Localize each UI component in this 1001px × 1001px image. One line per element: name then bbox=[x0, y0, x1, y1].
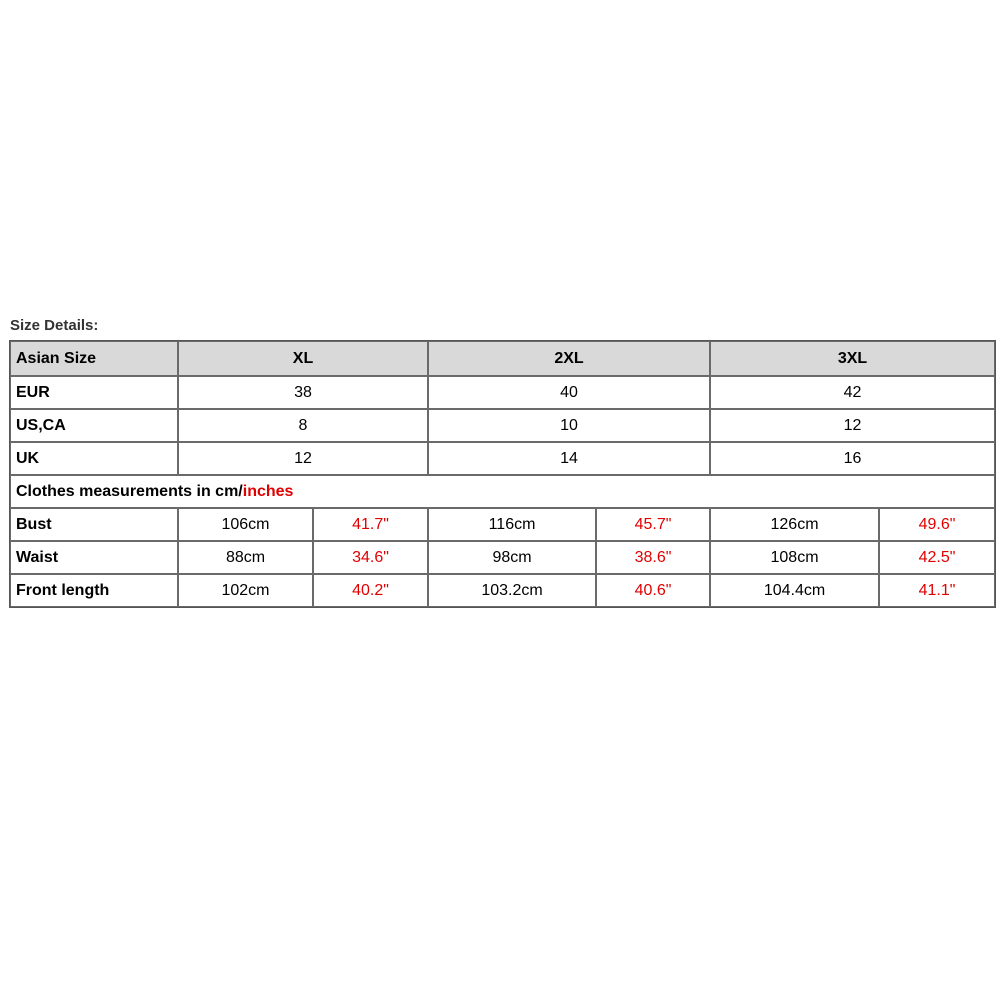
table-cell: 16 bbox=[710, 442, 995, 475]
table-cell: 14 bbox=[428, 442, 710, 475]
inch-cell: 42.5" bbox=[879, 541, 995, 574]
table-row bbox=[10, 409, 995, 442]
section-title-prefix: Clothes measurements in cm/ bbox=[16, 482, 243, 500]
cm-cell: 126cm bbox=[710, 508, 879, 541]
table-cell: 8 bbox=[178, 409, 428, 442]
section-row bbox=[10, 475, 995, 508]
size-header-2xl: 2XL bbox=[428, 341, 710, 376]
header-label: Asian Size bbox=[10, 341, 178, 376]
row-label-front-length: Front length bbox=[10, 574, 178, 607]
cm-cell: 104.4cm bbox=[710, 574, 879, 607]
size-header-xl: XL bbox=[178, 341, 428, 376]
cm-cell: 108cm bbox=[710, 541, 879, 574]
page-title: Size Details: bbox=[10, 317, 99, 334]
table-row bbox=[10, 508, 995, 541]
cm-cell: 106cm bbox=[178, 508, 313, 541]
inch-cell: 41.1" bbox=[879, 574, 995, 607]
inch-cell: 38.6" bbox=[596, 541, 710, 574]
table-cell: 12 bbox=[178, 442, 428, 475]
cm-cell: 102cm bbox=[178, 574, 313, 607]
cm-cell: 103.2cm bbox=[428, 574, 596, 607]
section-title-highlight: inches bbox=[242, 482, 294, 500]
table-cell: 12 bbox=[710, 409, 995, 442]
size-chart-table bbox=[9, 340, 996, 608]
table-row bbox=[10, 541, 995, 574]
size-header-3xl: 3XL bbox=[710, 341, 995, 376]
inch-cell: 41.7" bbox=[313, 508, 428, 541]
table-cell: 10 bbox=[428, 409, 710, 442]
cm-cell: 116cm bbox=[428, 508, 596, 541]
table-cell: 40 bbox=[428, 376, 710, 409]
row-label-waist: Waist bbox=[10, 541, 178, 574]
cm-cell: 98cm bbox=[428, 541, 596, 574]
table-row bbox=[10, 442, 995, 475]
row-label-eur: EUR bbox=[10, 376, 178, 409]
inch-cell: 45.7" bbox=[596, 508, 710, 541]
inch-cell: 49.6" bbox=[879, 508, 995, 541]
inch-cell: 34.6" bbox=[313, 541, 428, 574]
cm-cell: 88cm bbox=[178, 541, 313, 574]
table-header-row bbox=[10, 341, 995, 376]
row-label-us-ca: US,CA bbox=[10, 409, 178, 442]
table-cell: 38 bbox=[178, 376, 428, 409]
row-label-uk: UK bbox=[10, 442, 178, 475]
table-row bbox=[10, 574, 995, 607]
table-cell: 42 bbox=[710, 376, 995, 409]
row-label-bust: Bust bbox=[10, 508, 178, 541]
inch-cell: 40.6" bbox=[596, 574, 710, 607]
table-row bbox=[10, 376, 995, 409]
section-title bbox=[10, 475, 995, 508]
inch-cell: 40.2" bbox=[313, 574, 428, 607]
